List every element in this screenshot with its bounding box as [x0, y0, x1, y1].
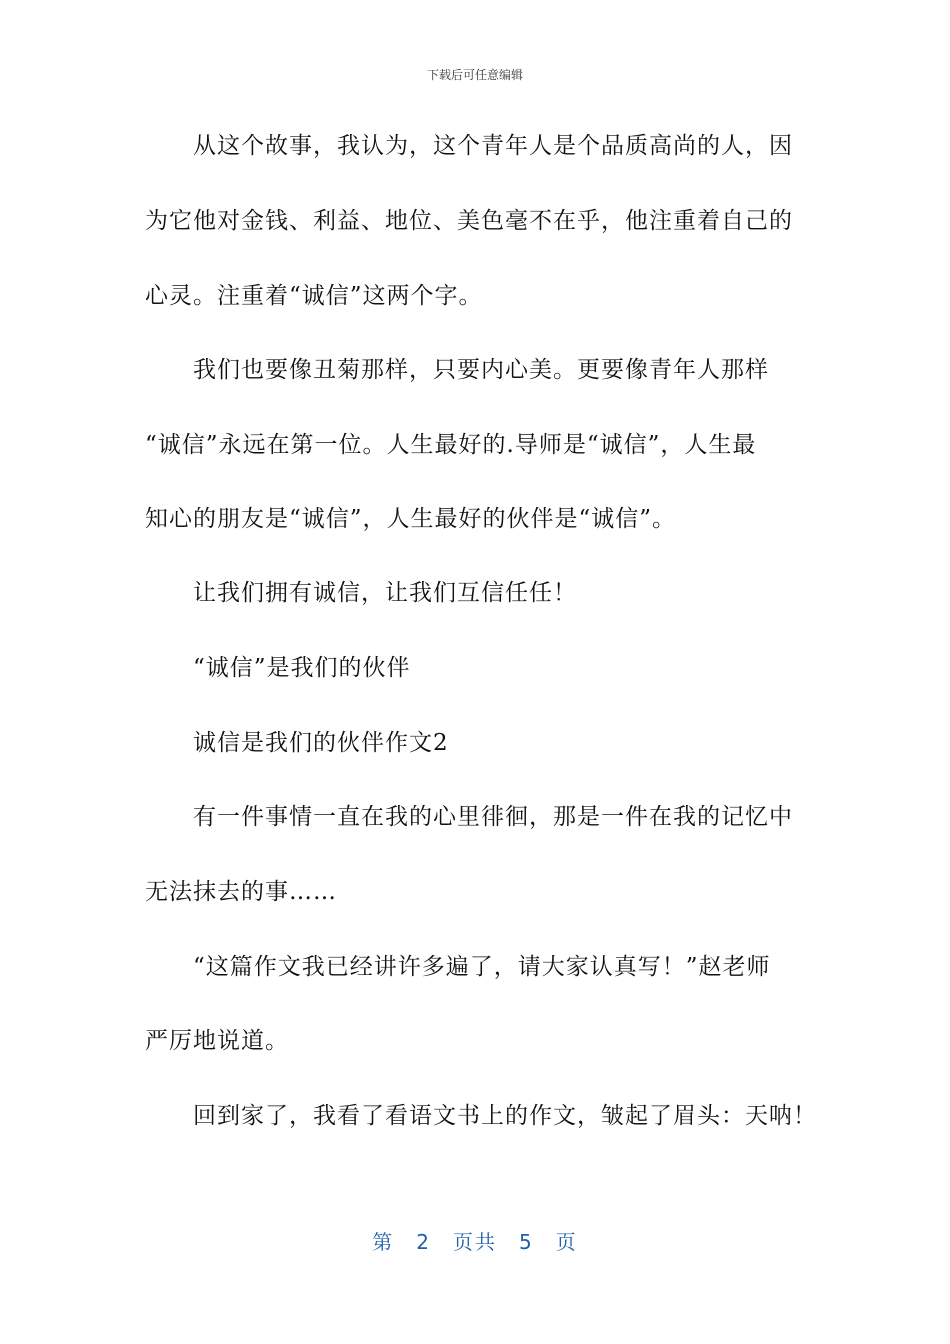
body-line-4: 我们也要像丑菊那样，只要内心美。更要像青年人那样 — [193, 357, 769, 383]
footer-suffix: 页 — [555, 1230, 578, 1254]
body-line-8: “诚信”是我们的伙伴 — [193, 655, 411, 681]
body-line-6: 知心的朋友是“诚信”，人生最好的伙伴是“诚信”。 — [145, 506, 677, 532]
footer-prefix: 第 — [372, 1230, 395, 1254]
body-line-5: “诚信”永远在第一位。人生最好的.导师是“诚信”，人生最 — [145, 432, 757, 458]
body-line-10: 有一件事情一直在我的心里徘徊，那是一件在我的记忆中 — [193, 804, 793, 830]
footer-current-page: 2 — [416, 1230, 431, 1254]
body-line-7: 让我们拥有诚信，让我们互信任任！ — [193, 580, 577, 606]
body-line-12: “这篇作文我已经讲许多遍了，请大家认真写！”赵老师 — [193, 954, 771, 980]
page-footer — [0, 1226, 950, 1255]
footer-middle: 页共 — [453, 1230, 497, 1254]
body-line-3: 心灵。注重着“诚信”这两个字。 — [145, 283, 483, 309]
body-line-14: 回到家了，我看了看语文书上的作文，皱起了眉头：天呐！ — [193, 1103, 817, 1129]
body-line-2: 为它他对金钱、利益、地位、美色毫不在乎，他注重着自己的 — [145, 208, 793, 234]
body-line-13: 严厉地说道。 — [145, 1028, 289, 1054]
section-title: 诚信是我们的伙伴作文2 — [193, 730, 449, 756]
body-line-11: 无法抹去的事…… — [145, 879, 337, 905]
footer-total-pages: 5 — [519, 1230, 534, 1254]
body-line-1: 从这个故事，我认为，这个青年人是个品质高尚的人，因 — [193, 133, 793, 159]
page-header: 下载后可任意编辑 — [426, 68, 523, 82]
